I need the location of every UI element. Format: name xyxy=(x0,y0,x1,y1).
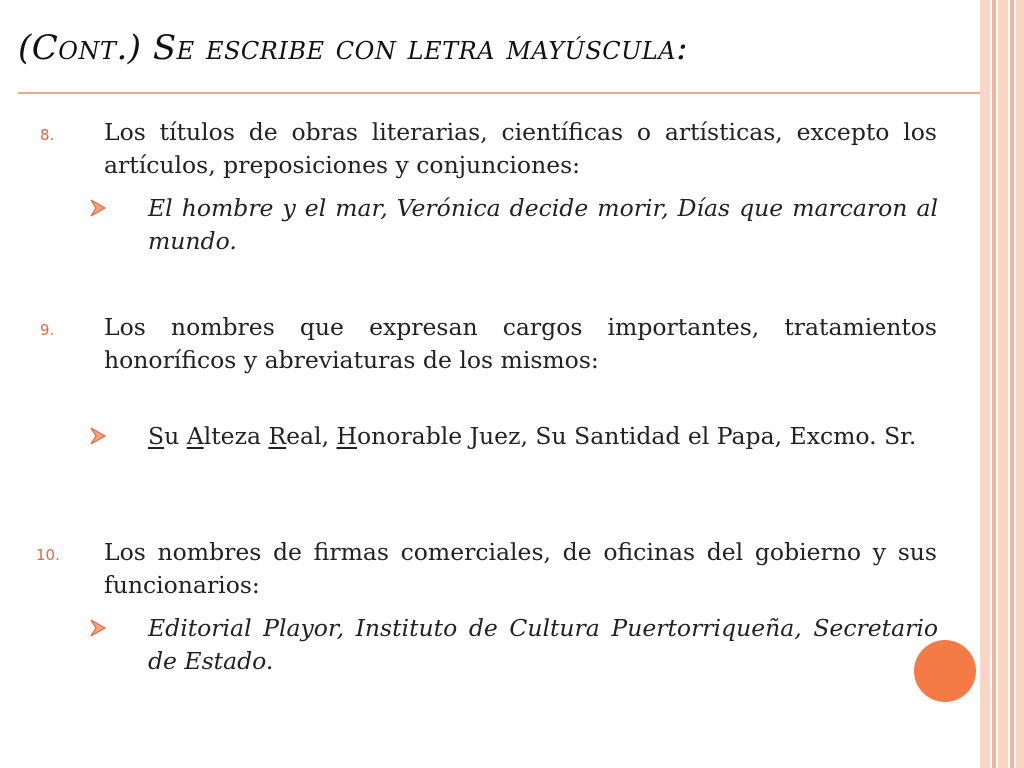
stripe xyxy=(1016,0,1024,768)
text-fragment: eal, xyxy=(286,422,337,450)
arrowhead-bullet-icon xyxy=(88,426,108,446)
underlined-capital: H xyxy=(336,422,358,450)
underlined-capital: R xyxy=(268,422,287,450)
text-fragment: u xyxy=(164,422,187,450)
decorative-stripes xyxy=(980,0,1024,768)
text-fragment: lteza xyxy=(203,422,269,450)
title-area xyxy=(18,28,1008,68)
list-item-text: Los títulos de obras literarias, científicas o artísticas, excepto los artículos, preposiciones y conjunciones: xyxy=(104,118,937,179)
underlined-capital: S xyxy=(148,422,165,450)
arrowhead-bullet-icon xyxy=(88,618,108,638)
stripe xyxy=(980,0,990,768)
sub-item-text: Editorial Playor, Instituto de Cultura Puertorriqueña, Secretario de Estado. xyxy=(148,614,938,675)
list-item-text: Los nombres de firmas comerciales, de oficinas del gobierno y sus funcionarios: xyxy=(104,538,937,599)
sub-item-text xyxy=(148,420,938,453)
underlined-capital: A xyxy=(186,422,204,450)
slide-title: (Cont.) Se escribe con letra mayúscula: xyxy=(18,28,689,68)
text-fragment: onorable Juez, Su Santidad el Papa, Excmo. Sr. xyxy=(357,422,917,450)
arrowhead-bullet-icon xyxy=(88,198,108,218)
list-number: 8. xyxy=(40,126,55,144)
list-number: 9. xyxy=(40,321,55,339)
stripe xyxy=(998,0,1008,768)
sub-item-text: El hombre y el mar, Verónica decide morir, Días que marcaron al mundo. xyxy=(148,194,938,255)
stripe xyxy=(992,0,996,768)
list-item-text: Los nombres que expresan cargos importantes, tratamientos honoríficos y abreviaturas de los mismos: xyxy=(104,313,937,374)
list-number: 10. xyxy=(36,546,60,564)
title-underline xyxy=(18,92,980,94)
decorative-circle xyxy=(914,640,976,702)
stripe xyxy=(1010,0,1014,768)
